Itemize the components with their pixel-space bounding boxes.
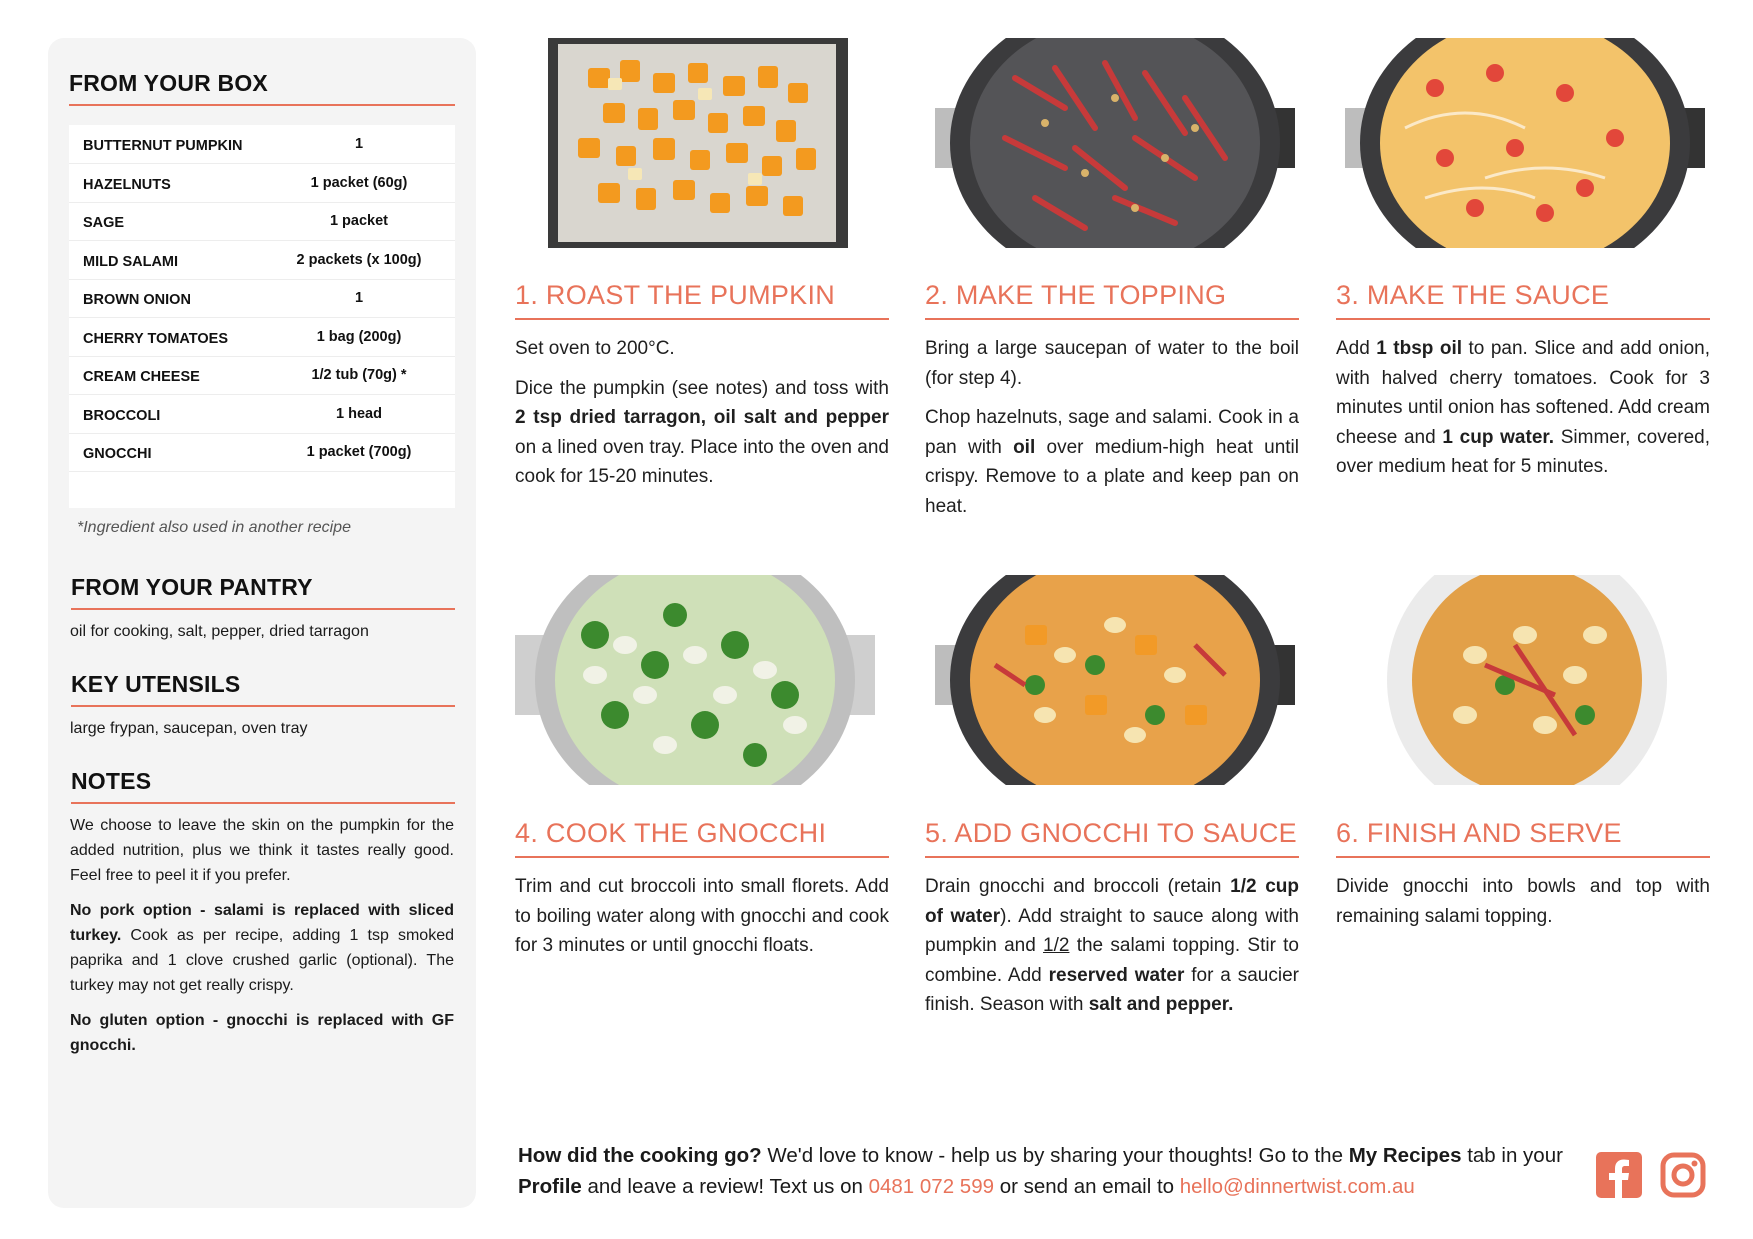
step-2-title: 2. MAKE THE TOPPING bbox=[925, 280, 1227, 310]
ingredient-qty: 1 head bbox=[336, 405, 382, 422]
phone-link[interactable]: 0481 072 599 bbox=[868, 1175, 994, 1198]
ingredient-qty: 1 bbox=[354, 136, 364, 152]
step-4-body bbox=[515, 872, 889, 971]
step-paragraph: Trim and cut broccoli into small florets. Add to boiling water along with gnocchi and cook for 3 minutes or until gnocchi floats. bbox=[515, 876, 889, 956]
step-1-title: 1. ROAST THE PUMPKIN bbox=[515, 280, 836, 310]
gnocchi-sauce-image bbox=[935, 575, 1295, 785]
ingredient-row bbox=[69, 164, 455, 203]
ingredient-name: CREAM CHEESE bbox=[83, 369, 200, 385]
step-rule bbox=[515, 856, 889, 858]
ingredient-name: HAZELNUTS bbox=[83, 176, 171, 193]
notes-text bbox=[70, 813, 454, 1068]
facebook-icon[interactable] bbox=[1596, 1152, 1642, 1198]
ingredient-qty: 1 bbox=[354, 290, 364, 306]
ingredient-qty: 1 packet (700g) bbox=[306, 444, 412, 460]
step-paragraph: Bring a large saucepan of water to the boil (for step 4). bbox=[925, 338, 1299, 389]
utensils-text: large frypan, saucepan, oven tray bbox=[70, 720, 308, 737]
step-6-body bbox=[1336, 872, 1710, 941]
feedback-footer: How did the cooking go? We'd love to know - help us by sharing your thoughts! Go to the My Recipes tab in your Profile and leave a review! Text us on 0481 072 599 or send an email to hello@dinnertwist.com.au bbox=[518, 1144, 1563, 1198]
notes-paragraph: We choose to leave the skin on the pumpkin for the added nutrition, plus we think it tastes really good. Feel free to peel it if you prefer. bbox=[70, 817, 454, 884]
step-paragraph: Add 1 tbsp oil to pan. Slice and add onion, with halved cherry tomatoes. Cook for 3 minutes until onion has softened. Add cream cheese and 1 cup water. Simmer, covered, over medium heat for 5 minutes. bbox=[1336, 338, 1710, 477]
ingredient-name: GNOCCHI bbox=[83, 446, 152, 462]
ingredient-row bbox=[69, 202, 455, 241]
step-5-body bbox=[925, 872, 1299, 1030]
ingredient-row bbox=[69, 125, 455, 164]
notes-paragraph: No pork option - salami is replaced with sliced turkey. Cook as per recipe, adding 1 tsp smoked paprika and 1 clove crushed garlic (optional). The turkey may not get really crispy. bbox=[70, 902, 454, 994]
ingredients-table bbox=[69, 125, 455, 508]
ingredient-name: SAGE bbox=[83, 215, 125, 231]
title-rule bbox=[69, 104, 455, 106]
step-paragraph: Divide gnocchi into bowls and top with remaining salami topping. bbox=[1336, 876, 1710, 927]
step-2-body bbox=[925, 334, 1299, 531]
make-sauce-image bbox=[1345, 38, 1705, 248]
instagram-icon[interactable] bbox=[1660, 1152, 1706, 1198]
email-link[interactable]: hello@dinnertwist.com.au bbox=[1179, 1175, 1415, 1198]
from-your-box-title: FROM YOUR BOX bbox=[69, 70, 268, 96]
step-3-body bbox=[1336, 334, 1710, 492]
ingredient-qty: 2 packets (x 100g) bbox=[296, 251, 422, 268]
ingredient-qty: 1 packet bbox=[329, 213, 389, 229]
ingredient-row bbox=[69, 395, 455, 434]
step-paragraph: Drain gnocchi and broccoli (retain 1/2 cup of water). Add straight to sauce along with pumpkin and 1/2 the salami topping. Stir to combine. Add reserved water for a saucier finish. Season with salt and pepper. bbox=[925, 876, 1299, 1015]
notes-paragraph: No gluten option - gnocchi is replaced with GF gnocchi. bbox=[70, 1012, 454, 1054]
cook-gnocchi-image bbox=[515, 575, 875, 785]
notes-title: NOTES bbox=[71, 768, 152, 794]
title-rule bbox=[71, 608, 455, 610]
step-1-body bbox=[515, 334, 889, 502]
ingredient-name: BUTTERNUT PUMPKIN bbox=[83, 138, 243, 154]
ingredient-qty: 1 packet (60g) bbox=[310, 174, 408, 191]
utensils-title: KEY UTENSILS bbox=[71, 671, 241, 697]
step-paragraph: Chop hazelnuts, sage and salami. Cook in a pan with oil over medium-high heat until crispy. Remove to a plate and keep pan on heat. bbox=[925, 407, 1299, 517]
step-4-title: 4. COOK THE GNOCCHI bbox=[515, 818, 827, 848]
make-topping-image bbox=[935, 38, 1295, 248]
ingredient-name: BROWN ONION bbox=[83, 292, 191, 308]
ingredient-row bbox=[69, 318, 455, 357]
title-rule bbox=[71, 705, 455, 707]
step-rule bbox=[515, 318, 889, 320]
ingredient-row bbox=[69, 356, 455, 395]
ingredient-row bbox=[69, 241, 455, 280]
step-6-title: 6. FINISH AND SERVE bbox=[1336, 818, 1622, 848]
step-rule bbox=[1336, 856, 1710, 858]
step-rule bbox=[1336, 318, 1710, 320]
step-5-title: 5. ADD GNOCCHI TO SAUCE bbox=[925, 818, 1297, 848]
step-3-title: 3. MAKE THE SAUCE bbox=[1336, 280, 1610, 310]
step-rule bbox=[925, 856, 1299, 858]
ingredient-qty: 1 bag (200g) bbox=[316, 328, 402, 345]
ingredient-qty: 1/2 tub (70g) * bbox=[311, 367, 407, 383]
title-rule bbox=[71, 802, 455, 804]
ingredient-name: BROCCOLI bbox=[83, 407, 161, 424]
pantry-text: oil for cooking, salt, pepper, dried tarragon bbox=[70, 623, 369, 640]
ingredient-name: MILD SALAMI bbox=[83, 253, 179, 270]
pantry-title: FROM YOUR PANTRY bbox=[71, 574, 313, 600]
finish-serve-image bbox=[1345, 575, 1705, 785]
ingredient-row bbox=[69, 279, 455, 318]
ingredient-name: CHERRY TOMATOES bbox=[83, 330, 229, 347]
roast-pumpkin-image bbox=[548, 38, 908, 248]
step-rule bbox=[925, 318, 1299, 320]
step-paragraph: Dice the pumpkin (see notes) and toss with 2 tsp dried tarragon, oil salt and pepper on a lined oven tray. Place into the oven and cook for 15-20 minutes. bbox=[515, 377, 889, 487]
ingredient-note: *Ingredient also used in another recipe bbox=[77, 519, 351, 536]
step-paragraph: Set oven to 200°C. bbox=[515, 338, 675, 359]
sidebar-panel bbox=[48, 38, 476, 1208]
ingredient-row bbox=[69, 433, 455, 472]
